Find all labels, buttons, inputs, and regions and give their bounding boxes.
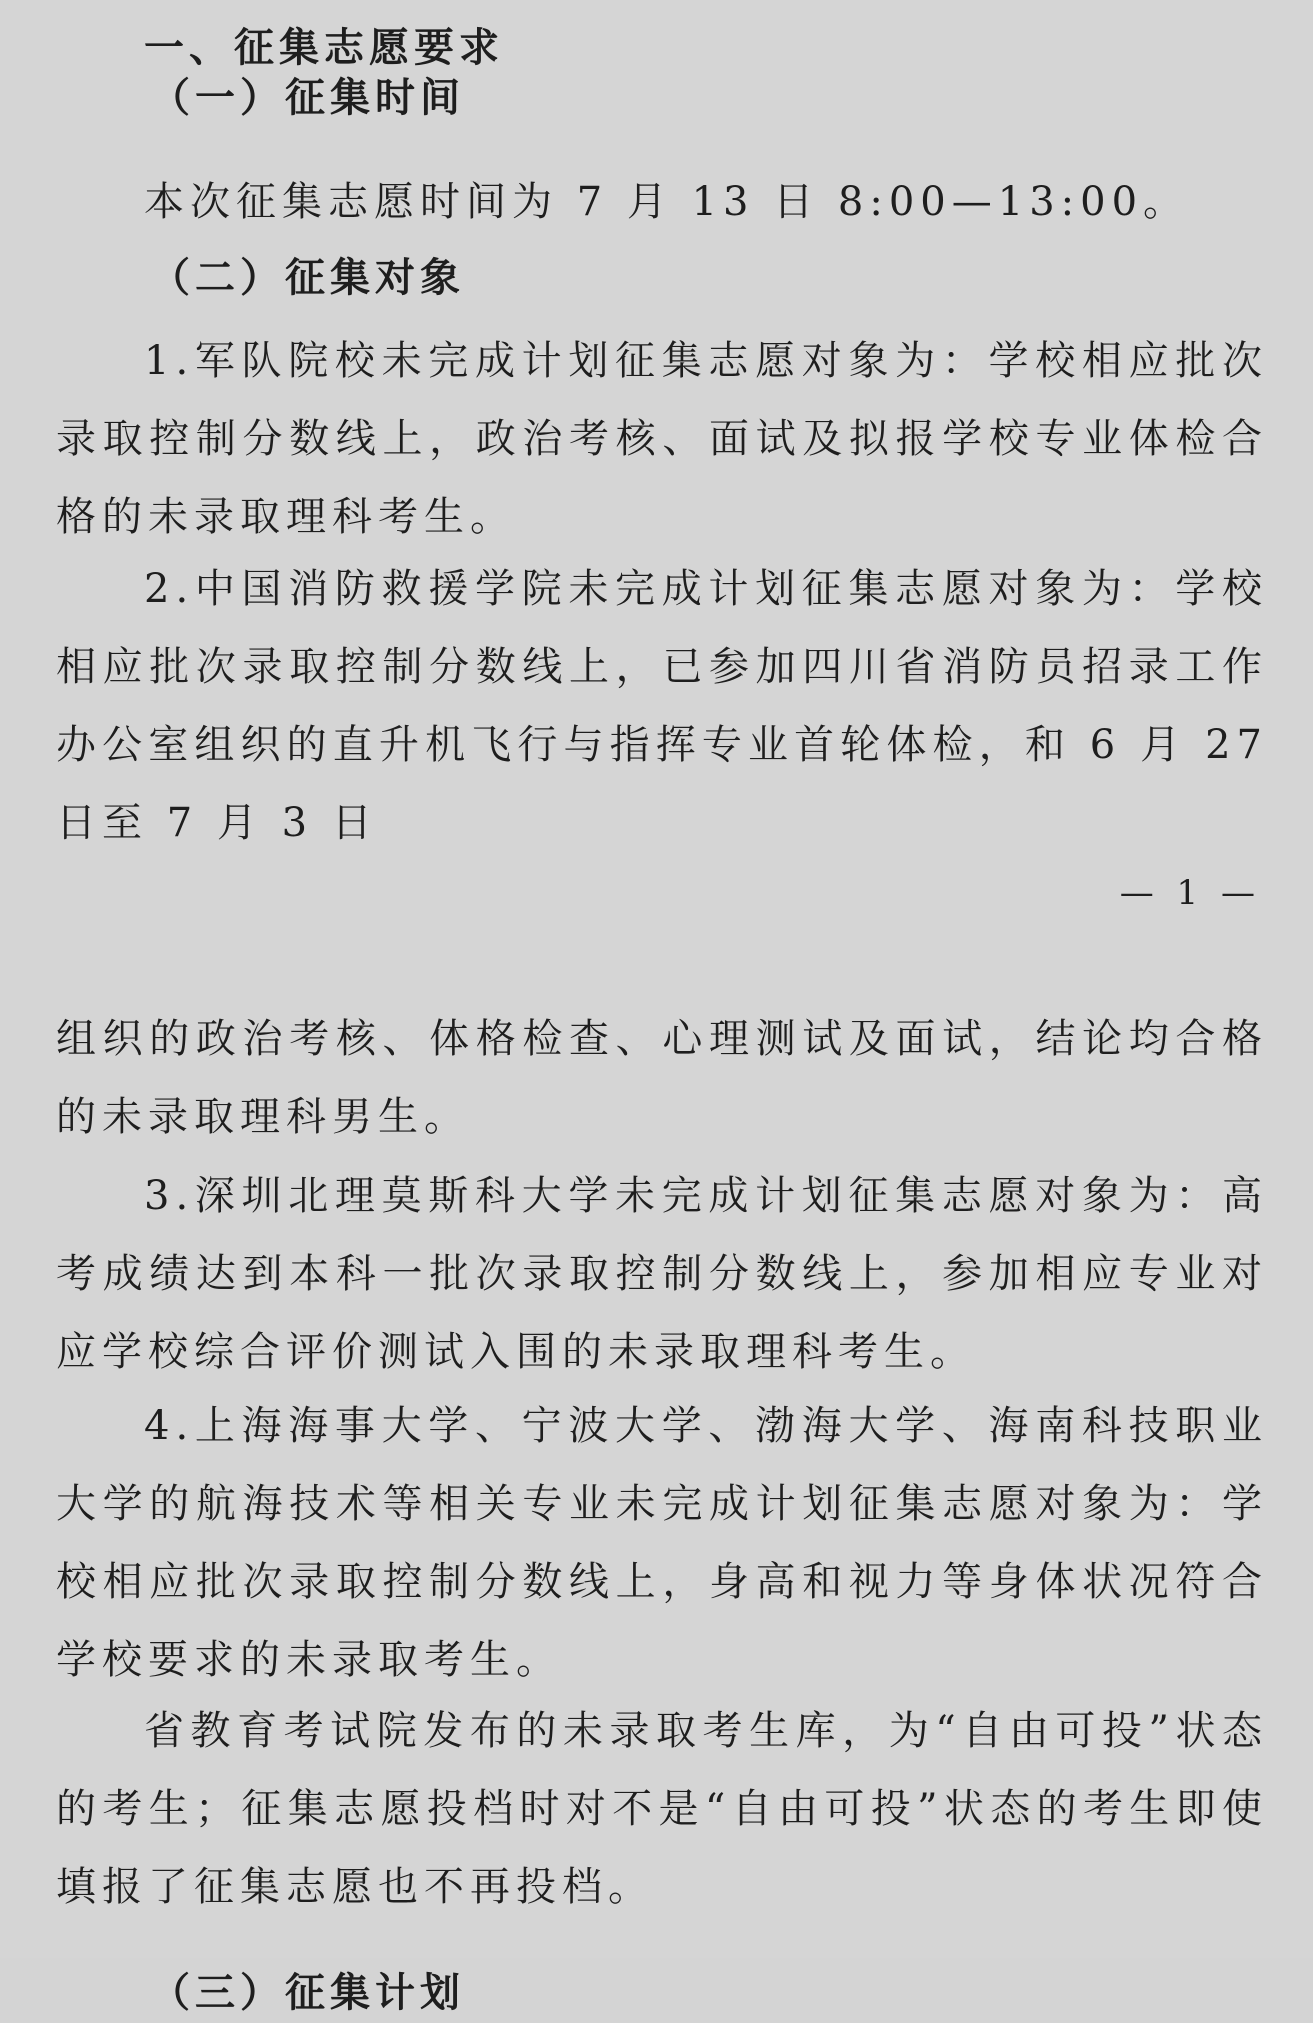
note-paragraph: 省教育考试院发布的未录取考生库，为“自由可投”状态的考生；征集志愿投档时对不是“自由可投”状态的考生即使填报了征集志愿也不再投档。 (56, 1708, 1268, 1910)
item-4-paragraph: 4.上海海事大学、宁波大学、渤海大学、海南科技职业大学的航海技术等相关专业未完成计划征集志愿对象为：学校相应批次录取控制分数线上，身高和视力等身体状况符合学校要求的未录取考生。 (56, 1403, 1268, 1683)
subsection-heading-time: （一）征集时间 (150, 75, 465, 121)
subsection-heading-plan: （三）征集计划 (150, 1970, 465, 2017)
item-1-paragraph: 1.军队院校未完成计划征集志愿对象为：学校相应批次录取控制分数线上，政治考核、面试及拟报学校专业体检合格的未录取理科考生。 (56, 338, 1268, 540)
time-paragraph: 本次征集志愿时间为 7 月 13 日 8:00—13:00。 (144, 179, 1190, 225)
item-2-paragraph-part2: 组织的政治考核、体格检查、心理测试及面试，结论均合格的未录取理科男生。 (56, 1016, 1268, 1140)
item-3-paragraph: 3.深圳北理莫斯科大学未完成计划征集志愿对象为：高考成绩达到本科一批次录取控制分数线上，参加相应专业对应学校综合评价测试入围的未录取理科考生。 (56, 1173, 1268, 1375)
page-number: — 1 — (1119, 873, 1261, 913)
section-heading: 一、征集志愿要求 (144, 25, 504, 71)
item-2-paragraph-part1: 2.中国消防救援学院未完成计划征集志愿对象为：学校相应批次录取控制分数线上，已参加四川省消防员招录工作办公室组织的直升机飞行与指挥专业首轮体检，和 6 月 27 日至 7 月 3 日 (56, 566, 1268, 846)
subsection-heading-target: （二）征集对象 (150, 255, 465, 301)
